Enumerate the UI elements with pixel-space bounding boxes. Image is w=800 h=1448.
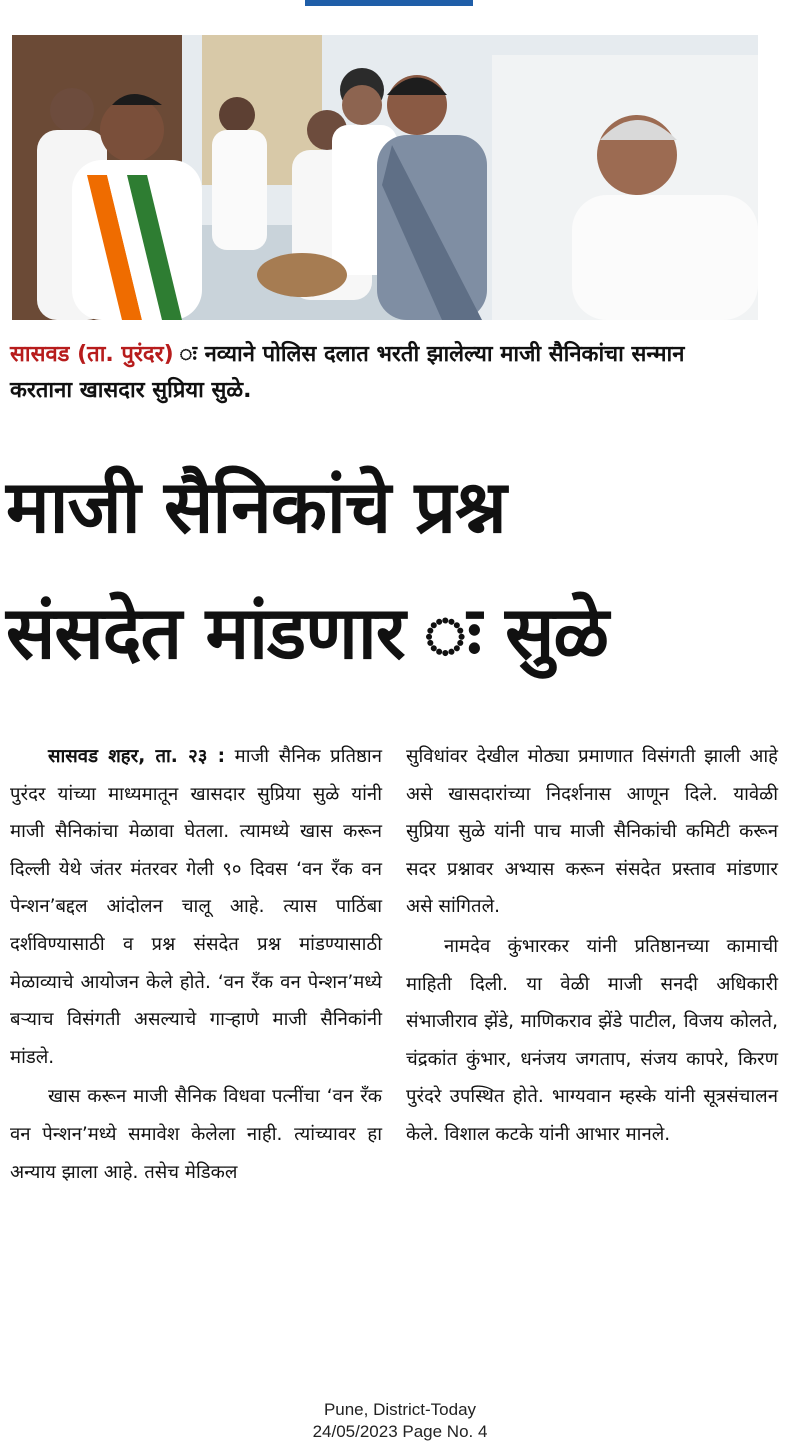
article-paragraph: सुविधांवर देखील मोठ्या प्रमाणात विसंगती झाली आहे असे खासदारांच्या निदर्शनास आणून दिले. यावेळी सुप्रिया सुळे यांनी पाच माजी सैनिकांची कमिटी करून सदर प्रश्नावर अभ्यास करून संसदेत प्रस्ताव मांडणार असे सांगितले. [406, 746, 778, 918]
photo-caption [10, 337, 700, 409]
article-column-right [406, 738, 778, 1154]
page-footer [0, 1399, 800, 1443]
footer-source: Pune, District-Today [323, 1400, 477, 1419]
article-text: माजी सैनिक प्रतिष्ठान पुरंदर यांच्या माध्यमातून खासदार सुप्रिया सुळे यांनी माजी सैनिकांचा मेळावा घेतला. त्यामध्ये खास करून दिल्ली येथे जंतर मंतरवर गेली ९० दिवस ‘वन रँक वन पेन्शन’बद्दल आंदोलन चालू आहे. त्यास पाठिंबा दर्शविण्यासाठी व प्रश्न संसदेत प्रश्न मांडण्यासाठी मेळाव्याचे आयोजन केले होते. ‘वन रँक वन पेन्शन’मध्ये बऱ्याच विसंगती असल्याचे गाऱ्हाणे माजी सैनिकांनी मांडले. [10, 746, 382, 1068]
headline-line-1: माजी सैनिकांचे प्रश्न [6, 465, 506, 550]
article-paragraph: नामदेव कुंभारकर यांनी प्रतिष्ठानच्या कामाची माहिती दिली. या वेळी माजी सनदी अधिकारी संभाजीराव झेंडे, माणिकराव झेंडे पाटील, विजय कोलते, चंद्रकांत कुंभार, धनंजय जगताप, संजय कापरे, किरण पुरंदरे उपस्थित होते. भाग्यवान म्हस्के यांनी सूत्रसंचालन केले. विशाल कटके यांनी आभार मानले. [406, 935, 778, 1145]
article-paragraph [10, 738, 382, 1076]
article-paragraph: खास करून माजी सैनिक विधवा पत्नींचा ‘वन रँक वन पेन्शन’मध्ये समावेश केलेला नाही. त्यांच्यावर हा अन्याय झाला आहे. तसेच मेडिकल [10, 1086, 382, 1183]
top-color-bar [305, 0, 473, 6]
headline [6, 445, 796, 697]
news-photo [12, 35, 758, 320]
dateline: सासवड शहर, ता. २३ : [48, 746, 225, 767]
footer-date-page: 24/05/2023 Page No. 4 [312, 1422, 488, 1441]
caption-text: नव्याने पोलिस दलात भरती झालेल्या माजी सैनिकांचा सन्मान करताना खासदार सुप्रिया सुळे. [10, 342, 685, 403]
caption-place: सासवड (ता. पुरंदर) [10, 342, 174, 367]
headline-line-2: संसदेत मांडणार ः सुळे [6, 591, 608, 676]
photo-of-felicitation-ceremony-icon [12, 35, 758, 320]
article-column-left [10, 738, 382, 1191]
caption-separator: ः [173, 342, 205, 367]
